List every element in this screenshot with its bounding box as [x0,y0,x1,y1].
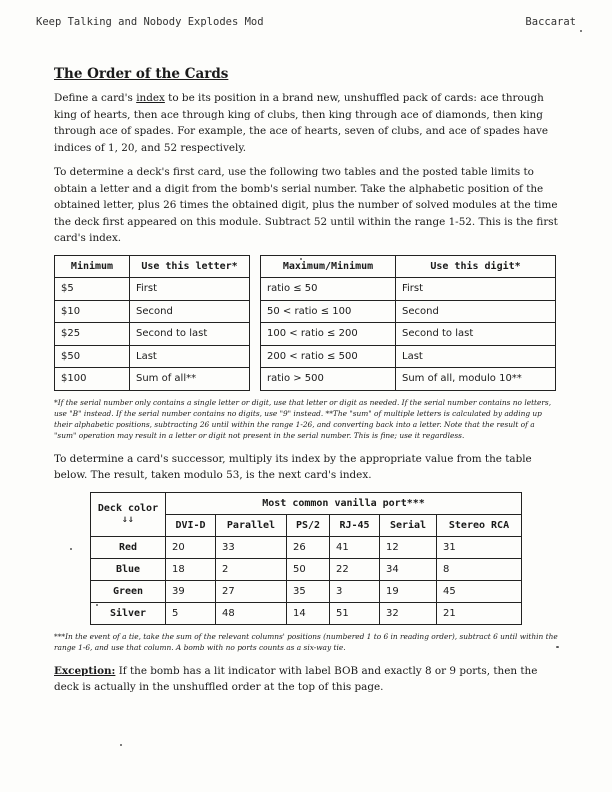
deck-color-cell: Red [91,536,166,558]
multiplier-cell: 27 [216,580,287,602]
multiplier-cell: 5 [166,602,216,624]
limits-footnote: *If the serial number only contains a single letter or digit, use that letter or digit as needed. If the serial number contains no letters, use "B" instead. If the serial number contains no digits, use "9" instead. **The "sum" of multiple letters is calculated by adding up their alphabetic positions, subtracting 26 until within the range 1-26, and converting back into a letter. Note that the result of a "sum" operation may result in a letter or digit not present in the serial number. This is fine; use it regardless. [54,397,552,440]
port-header-parallel: Parallel [216,514,287,536]
down-arrows-icon: ⇓⇓ [121,514,135,525]
letter-table [54,255,250,391]
multiplier-cell: 8 [437,558,522,580]
table-row [91,536,522,558]
multiplier-cell: 14 [286,602,329,624]
multiplier-cell: 2 [216,558,287,580]
multiplier-cell: 32 [380,602,437,624]
index-term: index [136,92,165,104]
exception-label: Exception: [54,664,116,677]
deck-color-cell: Blue [91,558,166,580]
ratio-cell: 200 < ratio ≤ 500 [261,345,396,368]
port-table-wrapper [90,492,558,625]
paper-speck [120,744,122,746]
table-row [55,278,250,301]
multiplier-cell: 34 [380,558,437,580]
digit-table [260,255,556,391]
minimum-cell: $50 [55,345,130,368]
digit-table-header-digit: Use this digit* [396,255,556,278]
deck-color-cell: Green [91,580,166,602]
minimum-cell: $100 [55,368,130,391]
paper-speck [556,646,559,648]
port-footnote: ***In the event of a tie, take the sum of the relevant columns' positions (numbered 1 to 6 in reading order), subtract 6 until within the range 1-6, and use that column. A bomb with no ports counts as a six-way tie. [54,631,558,652]
table-row [261,368,556,391]
digit-cell: Last [396,345,556,368]
ratio-cell: 100 < ratio ≤ 200 [261,323,396,346]
table-row [55,345,250,368]
table-row [261,345,556,368]
table-row [91,580,522,602]
successor-paragraph: To determine a card's successor, multiply its index by the appropriate value from the table below. The result, taken modulo 53, is the next card's index. [54,452,532,481]
port-group-header: Most common vanilla port*** [166,492,522,514]
multiplier-cell: 35 [286,580,329,602]
multiplier-cell: 3 [330,580,380,602]
digit-table-header-ratio: Maximum/Minimum [261,255,396,278]
exception-paragraph [54,663,558,696]
minimum-cell: $10 [55,300,130,323]
paper-speck [300,258,302,260]
digit-cell: First [396,278,556,301]
multiplier-cell: 12 [380,536,437,558]
letter-cell: Sum of all** [130,368,250,391]
para1-after: to be its position in a brand new, unshuffled pack of cards: ace through king of hearts, then ace through king of clubs, then king through ace of diamonds, then king through ace of spades. For example, the ace of hearts, seven of clubs, and ace of spades have indices of 1, 20, and 52 respectively. [54,92,549,154]
multiplier-cell: 21 [437,602,522,624]
paper-speck [580,30,582,32]
port-header-serial: Serial [380,514,437,536]
paper-speck [70,548,72,550]
multiplier-cell: 51 [330,602,380,624]
ratio-cell: ratio > 500 [261,368,396,391]
letter-cell: Second to last [130,323,250,346]
multiplier-cell: 26 [286,536,329,558]
ratio-cell: ratio ≤ 50 [261,278,396,301]
digit-cell: Second to last [396,323,556,346]
section-title: The Order of the Cards [54,66,229,82]
table-row [91,602,522,624]
digit-cell: Second [396,300,556,323]
index-definition-paragraph [54,90,558,156]
multiplier-cell: 45 [437,580,522,602]
digit-cell: Sum of all, modulo 10** [396,368,556,391]
port-multiplier-table [90,492,522,625]
port-header-ps2: PS/2 [286,514,329,536]
letter-cell: Last [130,345,250,368]
multiplier-cell: 18 [166,558,216,580]
table-row [55,323,250,346]
table-row [55,300,250,323]
minimum-cell: $25 [55,323,130,346]
table-row [261,300,556,323]
multiplier-cell: 48 [216,602,287,624]
minimum-cell: $5 [55,278,130,301]
first-card-paragraph: To determine a deck's first card, use the following two tables and the posted table limits to obtain a letter and a digit from the bomb's serial number. Take the alphabetic position of the obtained letter, plus 26 times the obtained digit, plus the number of solved modules at the time the deck first appeared on this module. Subtract 52 until within the range 1-52. This is the first card's index. [54,166,558,244]
header-module-name: Baccarat [525,16,576,28]
ratio-cell: 50 < ratio ≤ 100 [261,300,396,323]
deck-color-header [91,492,166,536]
multiplier-cell: 39 [166,580,216,602]
table-row [261,323,556,346]
exception-text: If the bomb has a lit indicator with label BOB and exactly 8 or 9 ports, then the deck is actually in the unshuffled order at the top of this page. [54,664,538,693]
deck-color-cell: Silver [91,602,166,624]
multiplier-cell: 22 [330,558,380,580]
multiplier-cell: 31 [437,536,522,558]
letter-table-header-letter: Use this letter* [130,255,250,278]
letter-cell: First [130,278,250,301]
port-header-rj45: RJ-45 [330,514,380,536]
multiplier-cell: 41 [330,536,380,558]
limit-tables [54,255,558,391]
port-header-stereo-rca: Stereo RCA [437,514,522,536]
multiplier-cell: 50 [286,558,329,580]
letter-cell: Second [130,300,250,323]
para1-before: Define a card's [54,92,137,104]
header-module-game: Keep Talking and Nobody Explodes Mod [36,16,264,28]
deck-color-label: Deck color [97,503,159,514]
page-content [54,66,558,704]
paper-speck [96,604,98,606]
port-header-dvi-d: DVI-D [166,514,216,536]
multiplier-cell: 20 [166,536,216,558]
multiplier-cell: 33 [216,536,287,558]
letter-table-header-minimum: Minimum [55,255,130,278]
table-row [261,278,556,301]
table-row [55,368,250,391]
multiplier-cell: 19 [380,580,437,602]
table-row [91,558,522,580]
